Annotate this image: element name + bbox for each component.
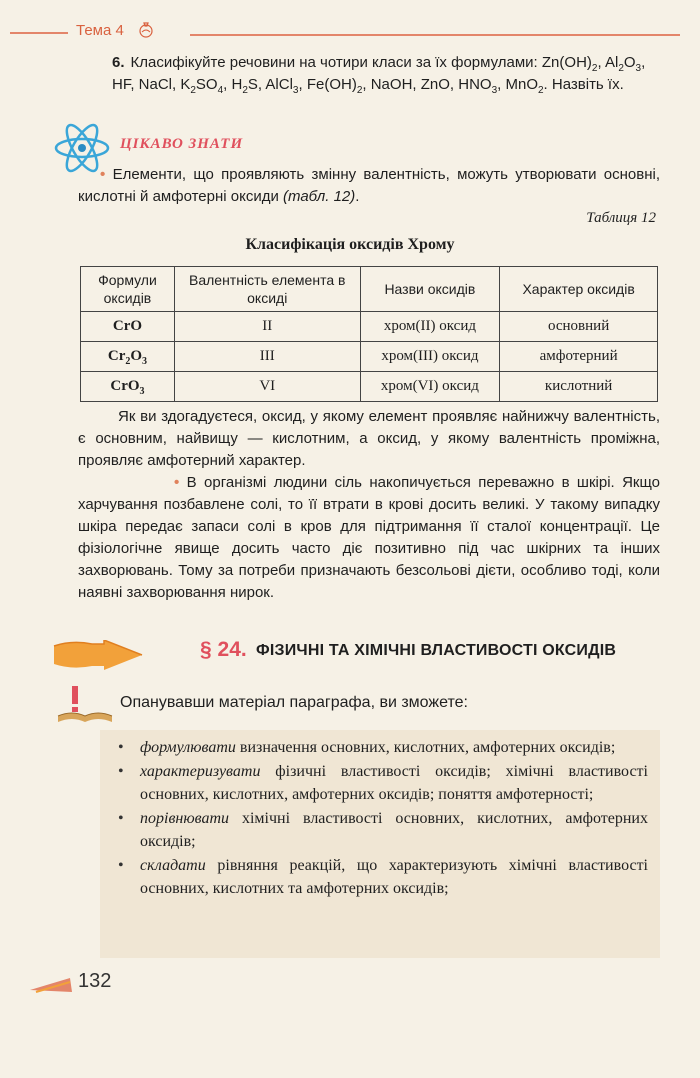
subscript: 2 xyxy=(356,85,363,96)
task-text: , Fe(OH) xyxy=(298,76,357,93)
name-cell: хром(ІІІ) оксид xyxy=(360,342,500,372)
bullet-marker: • xyxy=(118,763,124,780)
open-book-icon xyxy=(56,686,114,726)
subscript: 3 xyxy=(142,356,148,367)
page-corner-ornament-icon xyxy=(30,974,74,994)
table-header-row xyxy=(81,267,658,312)
objective-text: визначення основних, кислотних, амфотерних оксидів; xyxy=(235,739,616,756)
bullet-marker: • xyxy=(118,857,124,874)
table-row xyxy=(81,372,658,402)
objective-text: хімічні властивості основних, кислотних, амфотерних оксидів; xyxy=(140,810,648,850)
valence-cell: VI xyxy=(174,372,360,402)
flask-ornament-icon xyxy=(136,20,156,40)
bullet-marker: • xyxy=(118,739,124,756)
section-title: ФІЗИЧНІ ТА ХІМІЧНІ ВЛАСТИВОСТІ ОКСИДІВ xyxy=(256,642,617,659)
fact-end: . xyxy=(355,188,360,205)
header-rule-left xyxy=(10,32,68,34)
subscript: 2 xyxy=(618,63,624,74)
subscript: 2 xyxy=(242,85,248,96)
table-caption: Таблиця 12 xyxy=(586,210,656,226)
column-header: Формули оксидів xyxy=(81,267,175,312)
objective-verb: порівнювати xyxy=(140,810,229,827)
header-rule-right xyxy=(190,34,680,36)
paragraph-oxide-character: Як ви здогадуєтеся, оксид, у якому елемент проявляє найнижчу валентність, є основним, найвищу — кислотним, а оксид, у якому валентність проміжна, проявляє амфотерний характер. xyxy=(78,408,660,469)
character-cell: основний xyxy=(500,312,658,342)
subscript: 2 xyxy=(591,63,598,74)
bullet-marker: • xyxy=(118,810,124,827)
list-item xyxy=(118,760,648,806)
task-text: . Назвіть їх. xyxy=(543,76,624,93)
objective-text: фізичні властивості оксидів; хімічні властивості основних, кислотних, амфотерних оксидів; поняття амфотерності; xyxy=(140,763,648,803)
interesting-fact-title: ЦІКАВО ЗНАТИ xyxy=(120,136,244,152)
arrow-ribbon-icon xyxy=(52,640,144,670)
formula-text: O xyxy=(130,348,143,364)
formula-cell xyxy=(81,372,175,402)
list-item xyxy=(118,807,648,853)
objectives-intro-text: Опанувавши матеріал параграфа, ви зможете: xyxy=(120,694,468,711)
task-text: , HF, NaCl, K xyxy=(112,54,646,93)
table-row xyxy=(81,312,658,342)
paragraph-salt-fact xyxy=(78,472,660,604)
list-item xyxy=(118,854,648,900)
task-text: O xyxy=(623,54,636,71)
task-number: 6. xyxy=(112,54,125,71)
objective-verb: характеризувати xyxy=(140,763,261,780)
valence-cell: III xyxy=(174,342,360,372)
fact-body: Елементи, що проявляють змінну валентність, можуть утворювати основні, кислотні й амфотерні оксиди xyxy=(78,166,661,205)
subscript: 4 xyxy=(217,85,224,96)
learning-objectives-intro xyxy=(56,686,676,726)
subscript: 3 xyxy=(292,85,299,96)
subscript: 2 xyxy=(125,356,131,367)
subscript: 3 xyxy=(139,386,145,397)
bullet-marker: • xyxy=(174,474,180,491)
character-cell: амфотерний xyxy=(500,342,658,372)
column-header: Характер оксидів xyxy=(500,267,658,312)
name-cell: хром(ІІ) оксид xyxy=(360,312,500,342)
page-number: 132 xyxy=(78,970,112,992)
task-text: , MnO xyxy=(497,76,538,93)
formula-text: CrO xyxy=(110,378,140,394)
name-cell: хром(VI) оксид xyxy=(360,372,500,402)
bullet-marker: • xyxy=(99,166,106,183)
formula-cell xyxy=(81,312,175,342)
table-title: Класифікація оксидів Хрому xyxy=(245,236,455,253)
task-text: SO xyxy=(195,76,218,93)
character-cell: кислотний xyxy=(500,372,658,402)
task-text: , NaOH, ZnO, HNO xyxy=(362,76,492,93)
page-header xyxy=(0,18,700,48)
task-text: S, AlCl xyxy=(247,76,293,93)
list-item xyxy=(118,736,648,759)
subscript: 3 xyxy=(491,85,498,96)
column-header: Валентність елемента в оксиді xyxy=(174,267,360,312)
table-row xyxy=(81,342,658,372)
objective-verb: складати xyxy=(140,857,206,874)
table-reference: (табл. 12) xyxy=(283,188,356,205)
chromium-oxides-table xyxy=(80,266,658,402)
valence-cell: II xyxy=(174,312,360,342)
task-text: , Al xyxy=(597,54,619,71)
section-heading xyxy=(52,636,672,672)
interesting-fact-text xyxy=(78,164,660,208)
formula-cell xyxy=(81,342,175,372)
objective-text: рівняння реакцій, що характеризують хімічні властивості основних, кислотних та амфотерних оксидів; xyxy=(140,857,648,897)
column-header: Назви оксидів xyxy=(360,267,500,312)
section-number: § 24. xyxy=(200,638,247,661)
formula-text: Cr xyxy=(107,348,126,364)
task-text: , H xyxy=(223,76,243,93)
subscript: 2 xyxy=(537,85,544,96)
learning-objectives-list xyxy=(118,736,648,901)
salt-fact-body: В організмі людини сіль накопичується переважно в шкірі. Якщо харчування позбавлене солі, то її втрати в крові досить великі. У такому випадку шкіра передає запаси солі в кров для підтримання її сталої концентрації. Це фізіологічне явище досить часто діє позитивно під час шкірних та інших захворювань. Тому за потреби призначають безсольові дієти, особливо тоді, коли наявні захворювання нирок. xyxy=(78,474,660,601)
objective-verb: формулювати xyxy=(140,739,236,756)
topic-label: Тема 4 xyxy=(76,22,124,39)
formula-text: CrO xyxy=(112,318,143,334)
task-6 xyxy=(112,52,660,96)
subscript: 2 xyxy=(190,85,196,96)
task-text: Класифікуйте речовини на чотири класи за їх формулами: Zn(OH) xyxy=(130,54,592,71)
page-number-block xyxy=(30,968,150,998)
subscript: 3 xyxy=(635,63,642,74)
